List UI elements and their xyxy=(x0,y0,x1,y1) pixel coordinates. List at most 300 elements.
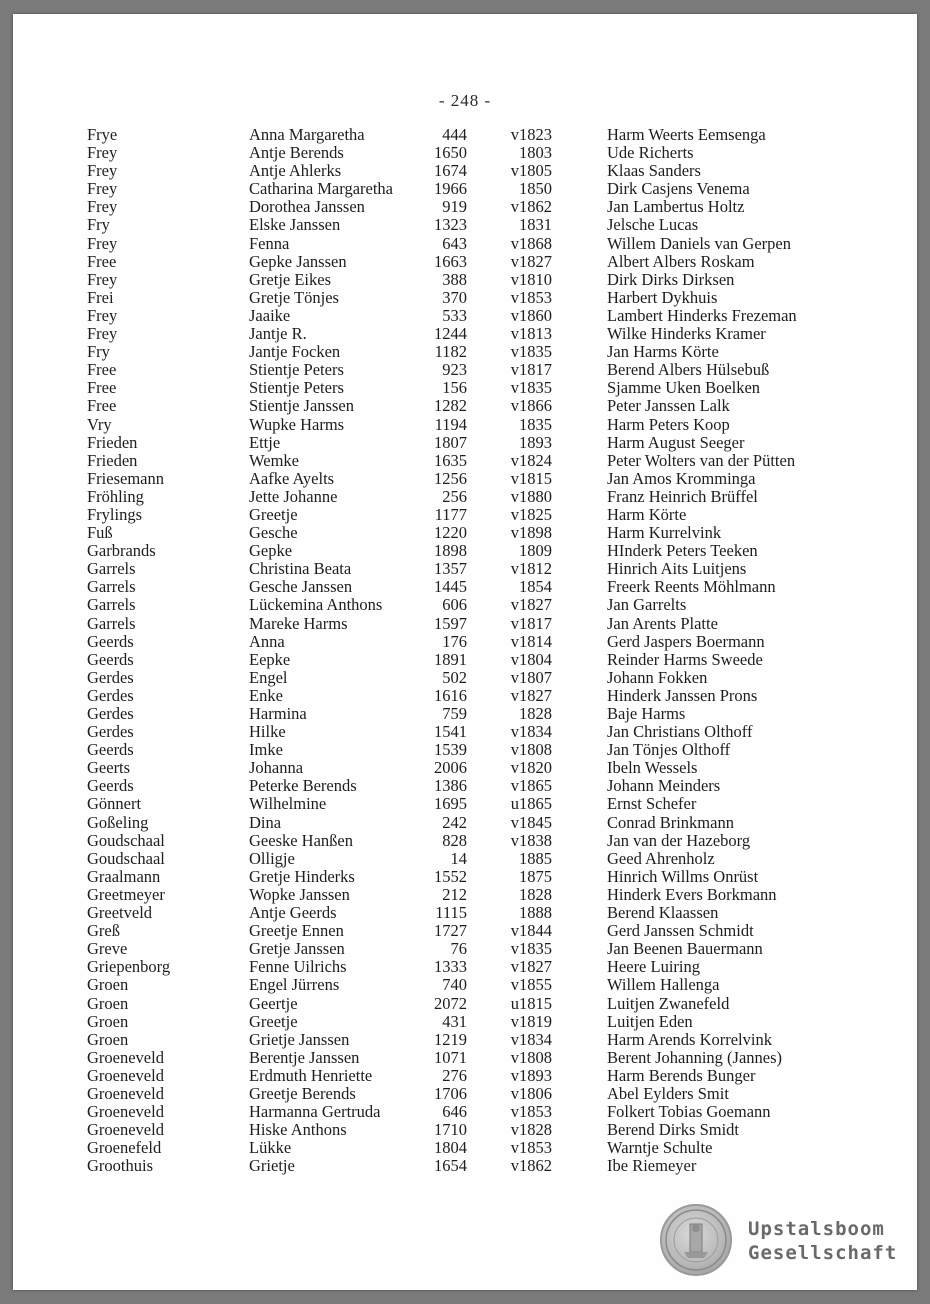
record-number: 1220 xyxy=(434,523,467,543)
spouse: Hinderk Janssen Prons xyxy=(607,685,758,705)
spouse: HInderk Peters Teeken xyxy=(607,541,758,561)
given-name: Antje Berends xyxy=(249,143,344,163)
spouse: Willem Daniels van Gerpen xyxy=(607,233,791,253)
table-row xyxy=(13,470,917,488)
spouse: Johann Meinders xyxy=(607,776,721,796)
spouse: Freerk Reents Möhlmann xyxy=(607,577,776,597)
surname: Greetmeyer xyxy=(87,884,165,904)
spouse: Geed Ahrenholz xyxy=(607,848,715,868)
given-name: Engel xyxy=(249,667,288,687)
record-number: 176 xyxy=(442,631,467,651)
given-name: Grietje Janssen xyxy=(249,1029,350,1049)
spouse: Peter Janssen Lalk xyxy=(607,396,730,416)
given-name: Geertje xyxy=(249,993,298,1013)
given-name: Gretje Eikes xyxy=(249,269,332,289)
record-number: 1966 xyxy=(434,179,467,199)
table-row xyxy=(13,741,917,759)
spouse: Jan Amos Kromminga xyxy=(607,468,756,488)
surname: Groen xyxy=(87,975,129,995)
given-name: Dina xyxy=(249,812,282,832)
given-name: Jantje Focken xyxy=(249,342,341,362)
table-row xyxy=(13,560,917,578)
given-name: Jaaike xyxy=(249,305,291,325)
given-name: Berentje Janssen xyxy=(249,1047,360,1067)
table-row xyxy=(13,596,917,614)
surname: Geerds xyxy=(87,776,134,796)
given-name: Aafke Ayelts xyxy=(249,468,335,488)
table-row xyxy=(13,289,917,307)
table-row xyxy=(13,1013,917,1031)
surname: Groothuis xyxy=(87,1156,153,1176)
record-number: 2072 xyxy=(434,993,467,1013)
table-row xyxy=(13,253,917,271)
year: 1893 xyxy=(519,432,552,452)
spouse: Albert Albers Roskam xyxy=(607,251,755,271)
spouse: Heere Luiring xyxy=(607,957,700,977)
table-row xyxy=(13,524,917,542)
year: v1820 xyxy=(510,758,552,778)
surname: Fry xyxy=(87,215,110,235)
given-name: Peterke Berends xyxy=(249,776,357,796)
given-name: Grietje xyxy=(249,1156,295,1176)
spouse: Willem Hallenga xyxy=(607,975,720,995)
record-number: 759 xyxy=(442,704,467,723)
record-number: 14 xyxy=(450,848,467,868)
spouse: Johann Fokken xyxy=(607,667,708,687)
surname: Groeneveld xyxy=(87,1047,164,1067)
table-row xyxy=(13,1103,917,1121)
record-number: 1071 xyxy=(434,1047,467,1067)
surname: Gerdes xyxy=(87,722,134,742)
spouse: Jan Harms Körte xyxy=(607,342,719,362)
page-number: - 248 - xyxy=(438,91,492,110)
surname: Frey xyxy=(87,161,118,181)
year: v1862 xyxy=(510,1156,552,1176)
given-name: Stientje Peters xyxy=(249,360,344,380)
table-row xyxy=(13,814,917,832)
table-row xyxy=(13,1085,917,1103)
surname: Groen xyxy=(87,1029,129,1049)
spouse: Dirk Dirks Dirksen xyxy=(607,269,735,289)
surname: Free xyxy=(87,251,117,271)
table-row xyxy=(13,361,917,379)
table-row xyxy=(13,922,917,940)
given-name: Ettje xyxy=(249,432,281,452)
spouse: Ibeln Wessels xyxy=(607,758,698,778)
given-name: Erdmuth Henriette xyxy=(249,1065,373,1085)
spouse: Conrad Brinkmann xyxy=(607,812,734,832)
surname: Geerds xyxy=(87,740,134,760)
table-row xyxy=(13,379,917,397)
surname: Free xyxy=(87,378,117,398)
spouse: Berend Klaassen xyxy=(607,903,719,923)
given-name: Olligje xyxy=(249,848,295,868)
table-row xyxy=(13,995,917,1013)
spouse: Harm Weerts Eemsenga xyxy=(607,125,766,144)
surname: Goßeling xyxy=(87,812,149,832)
document-page xyxy=(13,14,917,1290)
year: v1853 xyxy=(510,1102,552,1122)
record-number: 1807 xyxy=(434,432,467,452)
given-name: Christina Beata xyxy=(249,559,352,579)
record-number: 1386 xyxy=(434,776,467,796)
record-number: 1323 xyxy=(434,215,467,235)
year: v1855 xyxy=(510,975,552,995)
record-number: 923 xyxy=(442,360,467,380)
year: v1868 xyxy=(510,233,552,253)
record-number: 1182 xyxy=(434,342,467,362)
record-number: 919 xyxy=(442,197,467,217)
society-logo xyxy=(660,1204,910,1282)
year: v1806 xyxy=(510,1083,552,1103)
record-number: 1552 xyxy=(434,866,467,886)
table-row xyxy=(13,615,917,633)
record-number: 2006 xyxy=(434,758,467,778)
spouse: Berent Johanning (Jannes) xyxy=(607,1047,783,1067)
year: u1815 xyxy=(510,993,552,1013)
table-row xyxy=(13,850,917,868)
year: v1825 xyxy=(510,504,552,524)
year: 1828 xyxy=(519,704,552,723)
surname: Geerds xyxy=(87,649,134,669)
record-number: 256 xyxy=(442,486,467,506)
surname: Frieden xyxy=(87,450,138,470)
record-number: 1635 xyxy=(434,450,467,470)
given-name: Jette Johanne xyxy=(249,486,338,506)
year: 1831 xyxy=(519,215,552,235)
year: v1808 xyxy=(510,1047,552,1067)
given-name: Antje Geerds xyxy=(249,903,337,923)
year: v1828 xyxy=(510,1120,552,1140)
spouse: Harm Berends Bunger xyxy=(607,1065,756,1085)
year: 1850 xyxy=(519,179,552,199)
table-row xyxy=(13,940,917,958)
given-name: Wemke xyxy=(249,450,299,470)
spouse: Abel Eylders Smit xyxy=(607,1083,729,1103)
given-name: Dorothea Janssen xyxy=(249,197,365,217)
year: v1844 xyxy=(510,921,552,941)
surname: Free xyxy=(87,396,117,416)
record-number: 76 xyxy=(450,939,467,959)
surname: Frey xyxy=(87,305,118,325)
surname: Gerdes xyxy=(87,667,134,687)
surname: Graalmann xyxy=(87,866,161,886)
given-name: Wupke Harms xyxy=(249,414,345,434)
year: v1834 xyxy=(510,722,552,742)
spouse: Luitjen Eden xyxy=(607,1011,693,1031)
surname: Friesemann xyxy=(87,468,164,488)
given-name: Geeske Hanßen xyxy=(249,830,353,850)
table-row xyxy=(13,1139,917,1157)
spouse: Hinrich Aits Luitjens xyxy=(607,559,747,579)
spouse: Jan Arents Platte xyxy=(607,613,718,633)
surname: Gönnert xyxy=(87,794,142,814)
spouse: Harbert Dykhuis xyxy=(607,287,718,307)
record-number: 1727 xyxy=(434,921,467,941)
spouse: Hinrich Willms Onrüst xyxy=(607,866,759,886)
record-number: 502 xyxy=(442,667,467,687)
surname: Fry xyxy=(87,342,110,362)
year: v1853 xyxy=(510,287,552,307)
surname: Greetveld xyxy=(87,903,153,923)
table-row xyxy=(13,723,917,741)
table-row xyxy=(13,705,917,723)
record-number: 242 xyxy=(442,812,467,832)
surname: Griepenborg xyxy=(87,957,171,977)
given-name: Elske Janssen xyxy=(249,215,341,235)
record-number: 1663 xyxy=(434,251,467,271)
record-number: 606 xyxy=(442,595,467,615)
surname: Groeneveld xyxy=(87,1120,164,1140)
surname: Fröhling xyxy=(87,486,144,506)
year: v1814 xyxy=(510,631,552,651)
surname: Gerdes xyxy=(87,704,134,723)
table-row xyxy=(13,759,917,777)
record-number: 1333 xyxy=(434,957,467,977)
spouse: Jan Tönjes Olthoff xyxy=(607,740,731,760)
record-number: 1891 xyxy=(434,649,467,669)
table-row xyxy=(13,434,917,452)
given-name: Wopke Janssen xyxy=(249,884,350,904)
given-name: Gesche xyxy=(249,523,298,543)
given-name: Greetje Ennen xyxy=(249,921,344,941)
surname: Geerts xyxy=(87,758,131,778)
year: v1824 xyxy=(510,450,552,470)
given-name: Engel Jürrens xyxy=(249,975,340,995)
surname: Frei xyxy=(87,287,114,307)
table-row xyxy=(13,452,917,470)
record-number: 1282 xyxy=(434,396,467,416)
table-row xyxy=(13,307,917,325)
table-row xyxy=(13,397,917,415)
record-number: 1115 xyxy=(435,903,467,923)
given-name: Gepke xyxy=(249,541,293,561)
given-name: Greetje xyxy=(249,1011,298,1031)
year: v1808 xyxy=(510,740,552,760)
surname: Frey xyxy=(87,197,118,217)
table-row xyxy=(13,958,917,976)
table-row xyxy=(13,578,917,596)
spouse: Gerd Jaspers Boermann xyxy=(607,631,765,651)
table-row xyxy=(13,1049,917,1067)
surname: Frylings xyxy=(87,504,143,524)
spouse: Jelsche Lucas xyxy=(607,215,699,235)
year: v1866 xyxy=(510,396,552,416)
given-name: Gesche Janssen xyxy=(249,577,353,597)
record-number: 1710 xyxy=(434,1120,467,1140)
spouse: Jan van der Hazeborg xyxy=(607,830,751,850)
surname: Vry xyxy=(87,414,112,434)
year: v1853 xyxy=(510,1138,552,1158)
record-number: 643 xyxy=(442,233,467,253)
table-row xyxy=(13,669,917,687)
table-row xyxy=(13,868,917,886)
given-name: Johanna xyxy=(249,758,304,778)
year: v1804 xyxy=(510,649,552,669)
table-row xyxy=(13,325,917,343)
given-name: Anna Margaretha xyxy=(249,125,365,144)
given-name: Jantje R. xyxy=(249,324,307,344)
seal-icon xyxy=(660,1204,732,1276)
year: v1819 xyxy=(510,1011,552,1031)
table-row xyxy=(13,506,917,524)
spouse: Ernst Schefer xyxy=(607,794,697,814)
table-row xyxy=(13,651,917,669)
table-row xyxy=(13,416,917,434)
year: v1834 xyxy=(510,1029,552,1049)
spouse: Lambert Hinderks Frezeman xyxy=(607,305,797,325)
surname: Groen xyxy=(87,993,129,1013)
year: v1893 xyxy=(510,1065,552,1085)
surname: Gerdes xyxy=(87,685,134,705)
year: v1815 xyxy=(510,468,552,488)
surname: Garrels xyxy=(87,559,136,579)
year: 1888 xyxy=(519,903,552,923)
spouse: Jan Beenen Bauermann xyxy=(607,939,763,959)
year: 1828 xyxy=(519,884,552,904)
table-row xyxy=(13,198,917,216)
table-row xyxy=(13,1157,917,1175)
given-name: Lükke xyxy=(249,1138,292,1158)
year: v1845 xyxy=(510,812,552,832)
given-name: Gretje Hinderks xyxy=(249,866,355,886)
record-number: 1244 xyxy=(434,324,467,344)
year: v1835 xyxy=(510,342,552,362)
given-name: Hilke xyxy=(249,722,286,742)
record-number: 276 xyxy=(442,1065,467,1085)
record-number: 1541 xyxy=(434,722,467,742)
given-name: Enke xyxy=(249,685,283,705)
record-number: 740 xyxy=(442,975,467,995)
table-row xyxy=(13,162,917,180)
given-name: Greetje xyxy=(249,504,298,524)
year: v1807 xyxy=(510,667,552,687)
year: v1835 xyxy=(510,939,552,959)
record-number: 1445 xyxy=(434,577,467,597)
record-number: 1706 xyxy=(434,1083,467,1103)
given-name: Harmina xyxy=(249,704,307,723)
given-name: Stientje Peters xyxy=(249,378,344,398)
record-number: 1357 xyxy=(434,559,467,579)
year: v1812 xyxy=(510,559,552,579)
record-number: 1654 xyxy=(434,1156,467,1176)
record-number: 388 xyxy=(442,269,467,289)
year: v1827 xyxy=(510,251,552,271)
surname: Groen xyxy=(87,1011,129,1031)
year: v1813 xyxy=(510,324,552,344)
given-name: Harmanna Gertruda xyxy=(249,1102,381,1122)
year: v1827 xyxy=(510,595,552,615)
record-number: 1616 xyxy=(434,685,467,705)
table-row xyxy=(13,1031,917,1049)
year: v1817 xyxy=(510,360,552,380)
year: v1823 xyxy=(510,125,552,144)
record-number: 444 xyxy=(442,125,467,144)
spouse: Harm Peters Koop xyxy=(607,414,730,434)
year: v1817 xyxy=(510,613,552,633)
year: v1805 xyxy=(510,161,552,181)
spouse: Jan Christians Olthoff xyxy=(607,722,753,742)
given-name: Fenne Uilrichs xyxy=(249,957,347,977)
surname: Fuß xyxy=(87,523,113,543)
surname: Garrels xyxy=(87,595,136,615)
logo-line-2: Gesellschaft xyxy=(748,1242,898,1264)
given-name: Mareke Harms xyxy=(249,613,348,633)
given-name: Anna xyxy=(249,631,285,651)
spouse: Gerd Janssen Schmidt xyxy=(607,921,754,941)
table-row xyxy=(13,488,917,506)
table-row xyxy=(13,126,917,144)
spouse: Baje Harms xyxy=(607,704,686,723)
record-number: 1256 xyxy=(434,468,467,488)
spouse: Ibe Riemeyer xyxy=(607,1156,697,1176)
record-number: 1539 xyxy=(434,740,467,760)
surname: Free xyxy=(87,360,117,380)
table-row xyxy=(13,180,917,198)
table-row xyxy=(13,795,917,813)
given-name: Lückemina Anthons xyxy=(249,595,383,615)
year: 1875 xyxy=(519,866,552,886)
given-name: Gretje Tönjes xyxy=(249,287,339,307)
spouse: Harm Arends Korrelvink xyxy=(607,1029,772,1049)
spouse: Hinderk Evers Borkmann xyxy=(607,884,777,904)
given-name: Gepke Janssen xyxy=(249,251,347,271)
record-number: 1898 xyxy=(434,541,467,561)
table-row xyxy=(13,542,917,560)
surname: Garrels xyxy=(87,613,136,633)
spouse: Klaas Sanders xyxy=(607,161,701,181)
surname: Frye xyxy=(87,125,118,144)
surname: Frey xyxy=(87,324,118,344)
table-row xyxy=(13,777,917,795)
given-name: Wilhelmine xyxy=(249,794,327,814)
spouse: Sjamme Uken Boelken xyxy=(607,378,761,398)
spouse: Folkert Tobias Goemann xyxy=(607,1102,771,1122)
surname: Frey xyxy=(87,269,118,289)
record-number: 1177 xyxy=(434,504,467,524)
given-name: Fenna xyxy=(249,233,290,253)
table-row xyxy=(13,235,917,253)
year: v1862 xyxy=(510,197,552,217)
year: v1835 xyxy=(510,378,552,398)
spouse: Harm Kurrelvink xyxy=(607,523,722,543)
spouse: Reinder Harms Sweede xyxy=(607,649,763,669)
surname: Groeneveld xyxy=(87,1065,164,1085)
given-name: Eepke xyxy=(249,649,291,669)
spouse: Berend Dirks Smidt xyxy=(607,1120,739,1140)
record-number: 646 xyxy=(442,1102,467,1122)
record-number: 1674 xyxy=(434,161,467,181)
record-number: 533 xyxy=(442,305,467,325)
spouse: Jan Garrelts xyxy=(607,595,687,615)
table-row xyxy=(13,216,917,234)
record-number: 1650 xyxy=(434,143,467,163)
surname: Greve xyxy=(87,939,128,959)
surname: Geerds xyxy=(87,631,134,651)
record-number: 1695 xyxy=(434,794,467,814)
table-row xyxy=(13,904,917,922)
table-row xyxy=(13,886,917,904)
year: v1860 xyxy=(510,305,552,325)
given-name: Hiske Anthons xyxy=(249,1120,347,1140)
spouse: Peter Wolters van der Pütten xyxy=(607,450,796,470)
record-number: 1597 xyxy=(434,613,467,633)
table-row xyxy=(13,144,917,162)
surname: Garrels xyxy=(87,577,136,597)
logo-line-1: Upstalsboom xyxy=(748,1218,885,1240)
spouse: Luitjen Zwanefeld xyxy=(607,993,730,1013)
table-row xyxy=(13,343,917,361)
